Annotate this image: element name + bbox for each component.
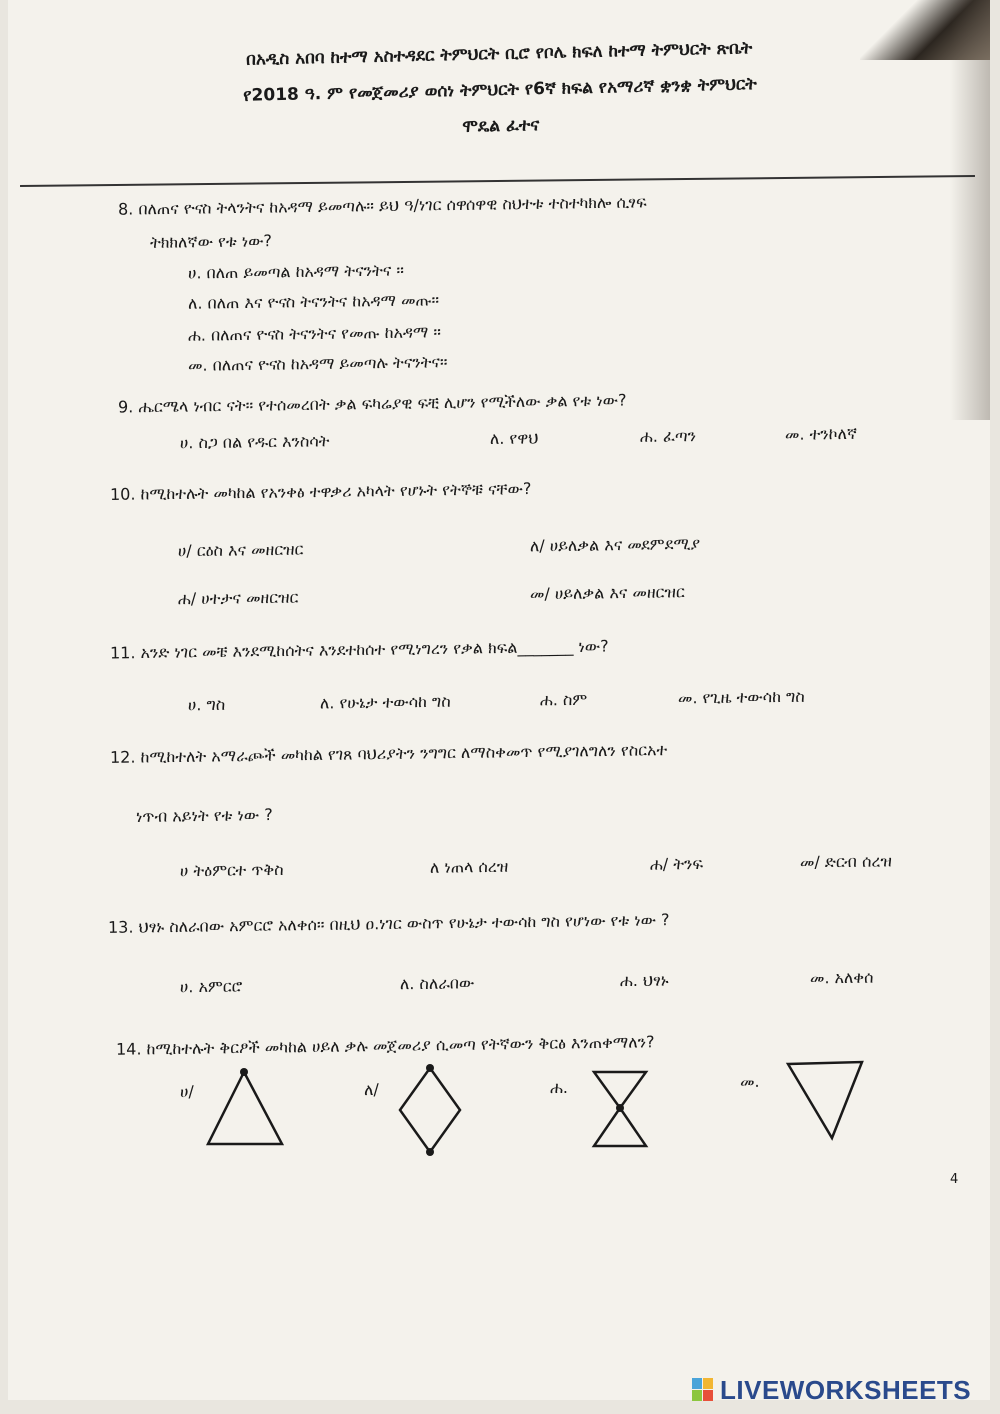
header-line-2: የ2018 ዓ. ም የመጀመሪያ ወሰነ ትምህርት የ6ኛ ክፍል የአማሪኛ ቋንቋ ትምህርት [243,74,757,106]
question-12-stem: 12. ከሚከተለት አማራጮች መካከል የገጸ ባህሪያትን ንግግር ለማስቀመጥ የሚያገለግለን የስርአተ [109,740,668,767]
question-8-option-b[interactable]: ለ. በለጠ እና ዮናስ ትናንትና ከአዳማ መጡ፡፡ [187,290,440,313]
liveworksheets-watermark: LIVEWORKSHEETS [720,1375,972,1405]
question-13-option-c[interactable]: ሐ. ህፃኑ [619,970,669,991]
question-12-option-b[interactable]: ለ ነጠላ ሰረዝ [429,856,509,877]
exam-header [99,27,901,153]
question-11-stem: 11. አንድ ነገር መቼ እንደሚከሰትና እንደተከሰተ የሚነግረን የቃል ክፍል_______ ነው? [109,636,609,663]
paper-shadow [950,0,990,420]
question-14-option-d[interactable]: መ. [739,1071,760,1092]
liveworksheets-logo-icon [692,1378,714,1402]
question-9-stem: 9. ሔርሜላ ነብር ናት፡፡ የተሰመረበት ቃል ፍካሬያዊ ፍቺ ሊሆን የሚችለው ቃል የቱ ነው? [117,390,627,417]
question-14-stem: 14. ከሚከተሉት ቅርፆች መካከል ሀይለ ቃሉ መጀመሪያ ሲመጣ የትኛውን ቅርፅ እንጠቀማለን? [115,1032,655,1059]
question-13-option-d[interactable]: መ. አለቀሰ [809,967,874,988]
question-14-option-a[interactable]: ሀ/ [179,1081,194,1102]
question-11-option-c[interactable]: ሐ. ስም [539,689,588,710]
page-number: 4 [950,1172,959,1187]
question-10-option-b[interactable]: ለ/ ሀይለቃል እና መደምደሚያ [529,534,701,556]
question-12-option-d[interactable]: መ/ ድርብ ሰረዝ [799,851,892,872]
diamond-shape[interactable] [394,1062,468,1158]
question-14-option-b[interactable]: ለ/ [363,1079,379,1100]
question-10-option-c[interactable]: ሐ/ ሀተታና መዘርዝር [177,587,299,609]
question-12-option-a[interactable]: ሀ ትዕምርተ ጥቅስ [179,859,284,881]
question-9-option-b[interactable]: ለ. የዋህ [489,428,539,448]
header-line-1: በአዲስ አበባ ከተማ አስተዳደር ትምህርት ቢሮ የቦሌ ክፍለ ከተማ ትምህርት ጽቤት [245,38,753,70]
question-13-option-b[interactable]: ለ. ስለራበው [399,973,475,994]
question-11-option-a[interactable]: ሀ. ግስ [187,694,226,715]
header-line-3: ሞዴል ፈተና [462,115,540,137]
question-12-stem-cont: ነጥብ አይነት የቱ ነው ? [135,805,273,826]
question-8-option-a[interactable]: ሀ. በለጠ ይመጣል ከአዳማ ትናንትና ፡፡ [187,260,405,283]
question-10-option-a[interactable]: ሀ/ ርዕስ እና መዘርዝር [177,539,304,561]
question-13-option-a[interactable]: ሀ. አምርሮ [179,976,243,997]
question-13-stem: 13. ህፃኑ ስለራበው አምርሮ አለቀሰ፡፡ በዚህ ዐ.ነገር ውስጥ የሁኔታ ተውሳከ ግስ የሆነው የቱ ነው ? [107,910,670,937]
question-11-option-d[interactable]: መ. የጊዜ ተውሳከ ግስ [677,686,805,708]
question-9-option-c[interactable]: ሐ. ፈጣን [639,426,697,446]
question-8-option-d[interactable]: መ. በለጠና ዮናስ ከአዳማ ይመጣሉ ትናንትና፡፡ [187,352,448,375]
question-10-option-d[interactable]: መ/ ሀይለቃል እና መዘርዝር [529,582,685,604]
question-8-option-c[interactable]: ሐ. በለጠና ዮናስ ትናንትና የመጡ ከአዳማ ፡፡ [187,322,442,345]
question-10-stem: 10. ከሚከተሉት መካከል የአንቀፅ ተዋቃሪ አካላት የሆኑት የትኞቹ ናቸው? [109,479,532,504]
question-9-option-d[interactable]: መ. ተንኮለኛ [784,423,858,444]
triangle-down-shape[interactable] [782,1058,870,1146]
question-14-option-c[interactable]: ሐ. [549,1077,569,1098]
question-11-option-b[interactable]: ለ. የሁኔታ ተውሳከ ግስ [319,691,451,713]
question-12-option-c[interactable]: ሐ/ ትንፍ [649,854,704,874]
triangle-up-shape[interactable] [200,1066,290,1150]
question-8-stem: 8. በለጠና ዮናስ ትላንትና ከአዳማ ይመጣሉ፡፡ ይህ ዓ/ነገር ሰዋሰዋዊ ስህተቱ ተስተካክሎ ሲፃፍ [117,192,647,219]
question-9-option-a[interactable]: ሀ. ስጋ በል የዱር እንስሳት [179,431,330,453]
hourglass-shape[interactable] [588,1066,652,1154]
question-8-stem-cont: ትክክለኛው የቱ ነው? [149,231,273,252]
